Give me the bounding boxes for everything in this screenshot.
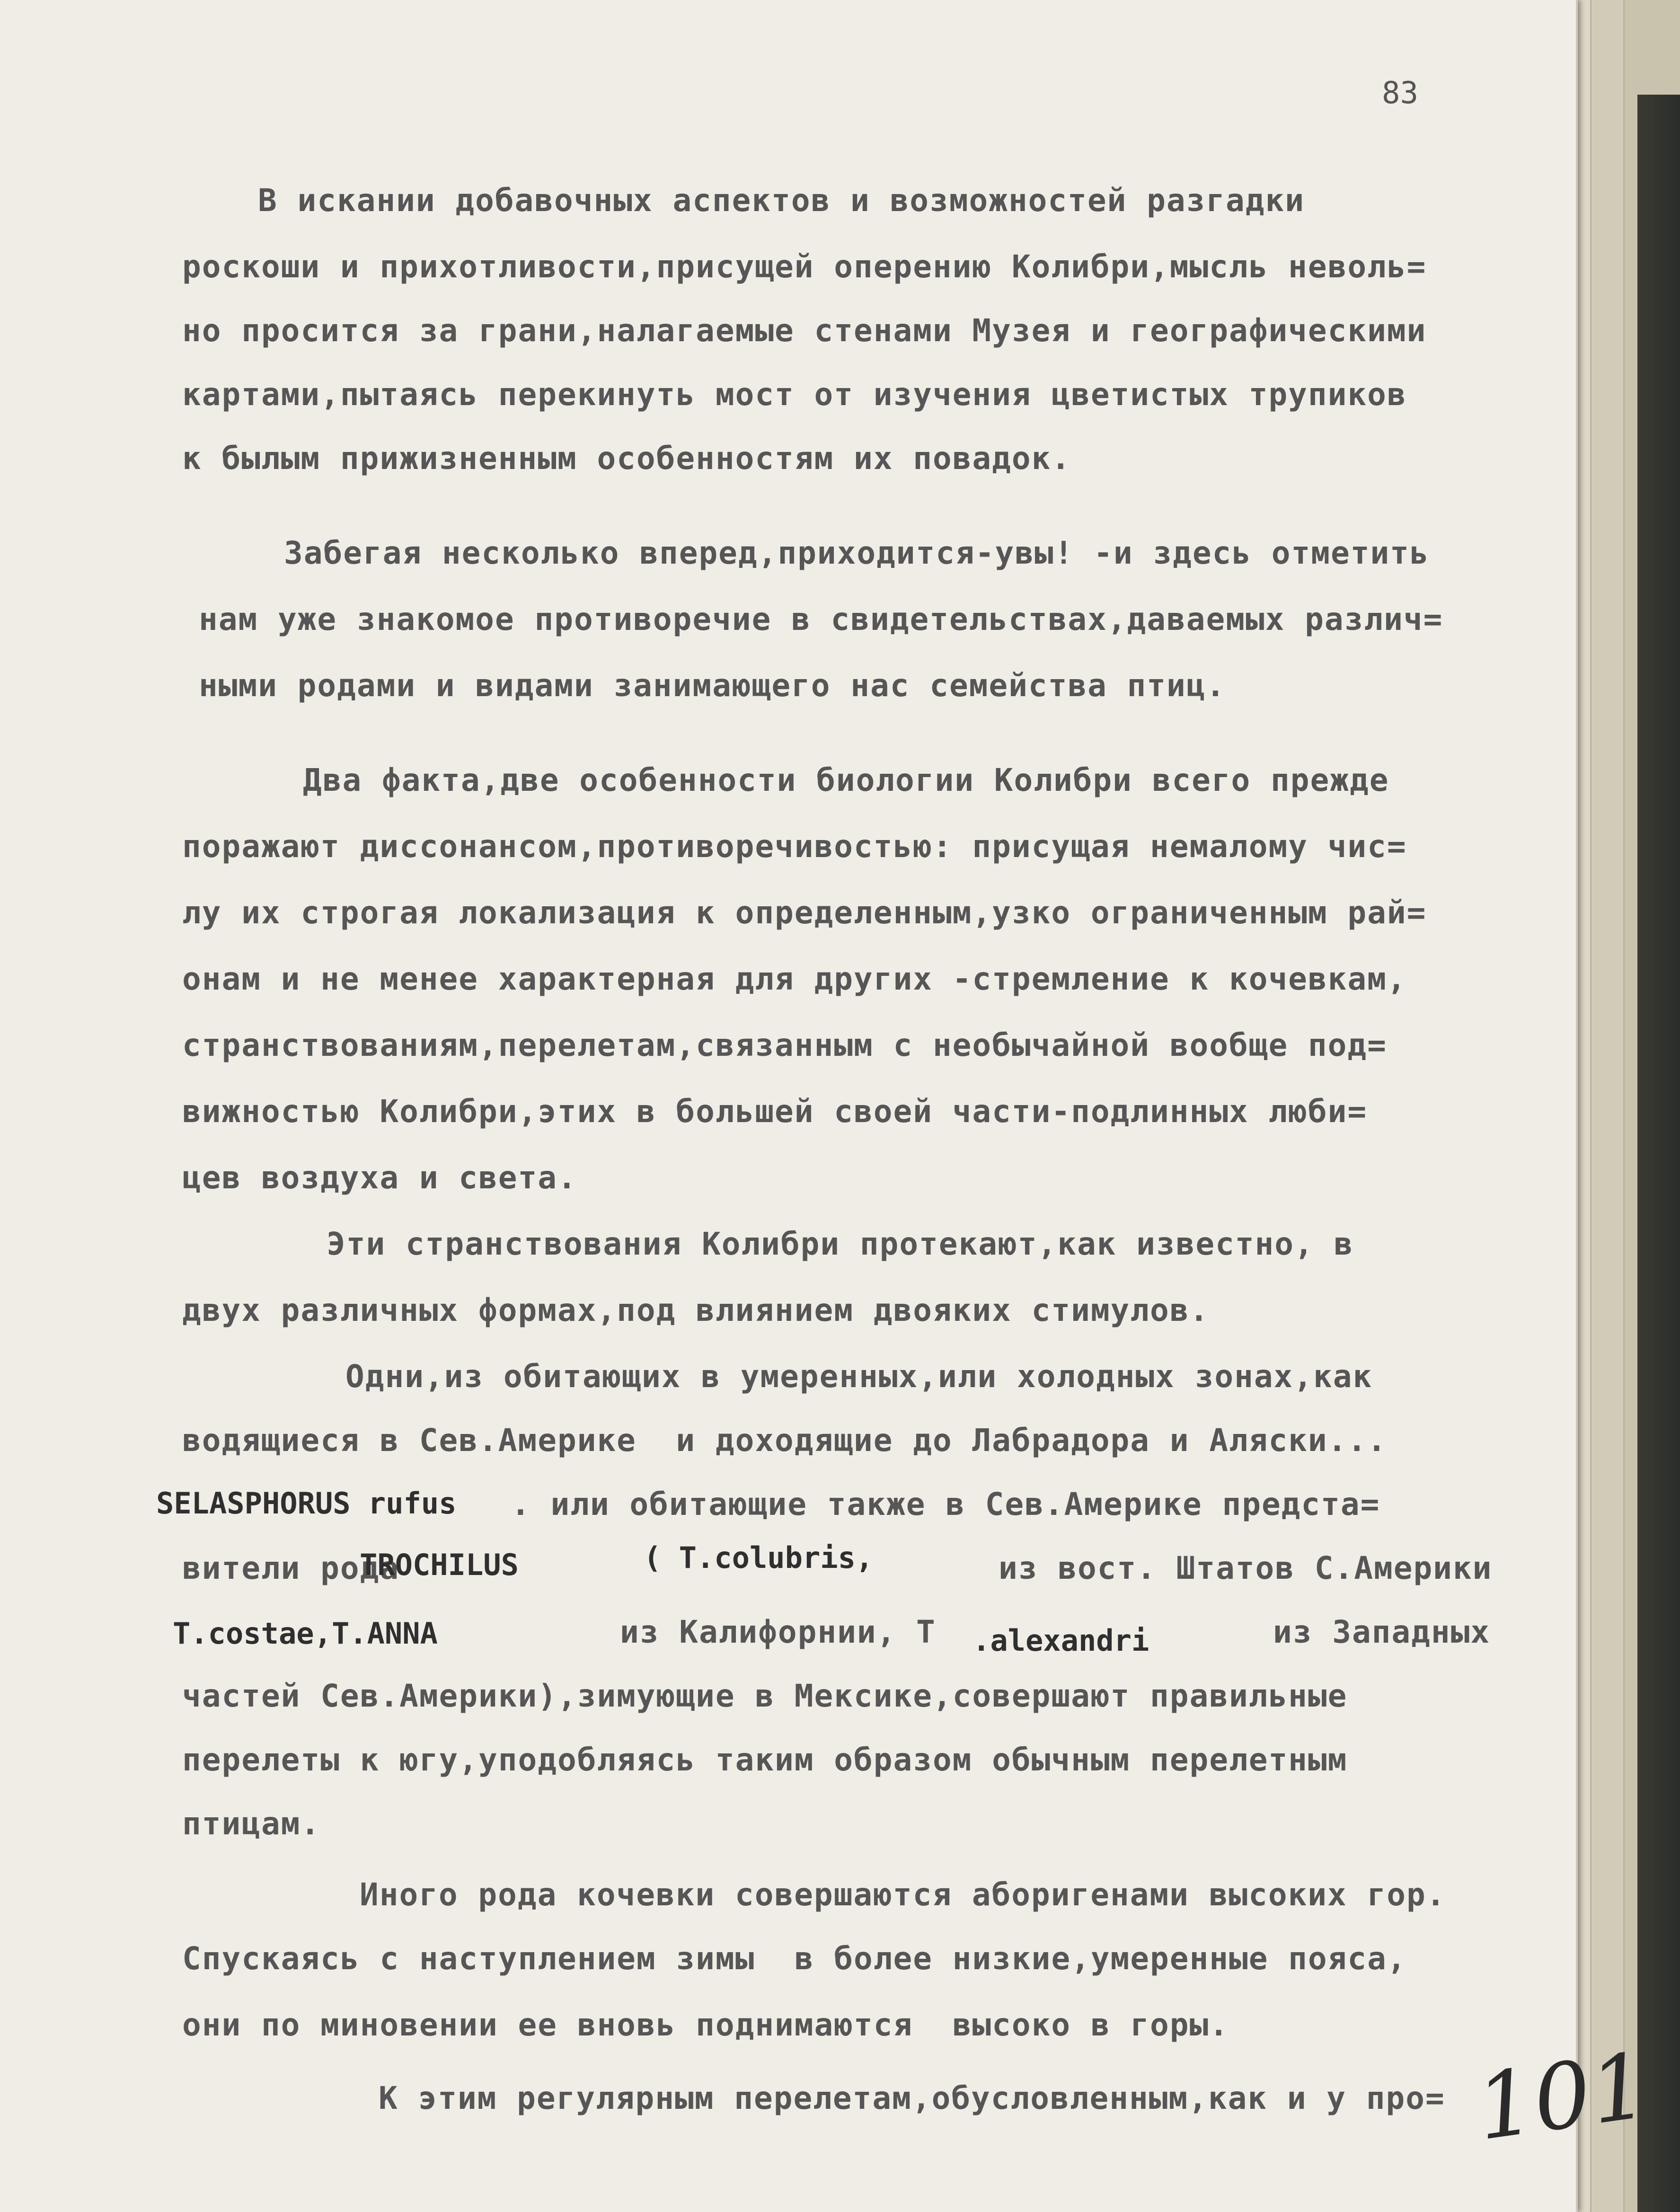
p5-line-4-tail: из вост. Штатов С.Америки: [999, 1550, 1493, 1586]
p2-line-3: ными родами и видами занимающего нас семейства птиц.: [199, 667, 1226, 704]
p5-line-5-text: из Калифорнии, T: [620, 1614, 936, 1650]
latin-alexandri: .alexandri: [973, 1623, 1149, 1658]
latin-colubris: ( T.colubris,: [644, 1540, 874, 1575]
p5-line-1: Одни,из обитающих в умеренных,или холодных зонах,как: [345, 1358, 1373, 1395]
p1-line-1: В искании добавочных аспектов и возможностей разгадки: [258, 182, 1305, 219]
p3-line-5: странствованиям,перелетам,связанным с необычайной вообще под=: [182, 1027, 1387, 1063]
p5-line-4-text: вители рода: [182, 1550, 400, 1586]
latin-selasphorus: SELASPHORUS rufus: [156, 1486, 457, 1521]
p5-line-6: частей Сев.Америки),зимующие в Мексике,совершают правильные: [182, 1678, 1348, 1714]
p5-line-2: водящиеся в Сев.Америке и доходящие до Лабрадора и Аляски...: [182, 1422, 1387, 1459]
p7-line-1: К этим регулярным перелетам,обусловленным,как и у про=: [379, 2080, 1445, 2116]
p3-line-1: Два факта,две особенности биологии Колибри всего прежде: [303, 762, 1389, 798]
p2-line-1: Забегая несколько вперед,приходится-увы! -и здесь отметить: [284, 535, 1430, 571]
p5-line-5-tail: из Западных: [1273, 1614, 1491, 1650]
p6-line-3: они по миновении ее вновь поднимаются высоко в горы.: [182, 2007, 1229, 2043]
p4-line-2: двух различных формах,под влиянием двояких стимулов.: [182, 1292, 1210, 1328]
p3-line-6: вижностью Колибри,этих в большей своей части-подлинных люби=: [182, 1093, 1368, 1130]
p4-line-1: Эти странствования Колибри протекают,как известно, в: [327, 1226, 1354, 1262]
p3-line-4: онам и не менее характерная для других -стремление к кочевкам,: [182, 961, 1407, 997]
latin-costae-anna: T.costae,T.ANNA: [173, 1616, 438, 1651]
p5-line-3-text: . или обитающие также в Сев.Америке предста=: [511, 1486, 1380, 1522]
page-number: 83: [1382, 76, 1419, 111]
p5-line-8: птицам.: [182, 1805, 321, 1842]
p3-line-2: поражают диссонансом,противоречивостью: присущая немалому чис=: [182, 828, 1407, 865]
p3-line-7: цев воздуха и света.: [182, 1159, 577, 1196]
binding-edge: [1637, 95, 1680, 2212]
p2-line-2: нам уже знакомое противоречие в свидетельствах,даваемых различ=: [199, 601, 1443, 637]
latin-trochilus: TROCHILUS: [360, 1548, 519, 1582]
p1-line-5: к былым прижизненным особенностям их повадок.: [182, 440, 1071, 477]
p1-line-3: но просится за грани,налагаемые стенами Музея и географическими: [182, 312, 1427, 349]
p1-line-2: роскоши и прихотливости,присущей оперению Колибри,мысль неволь=: [182, 248, 1427, 285]
p1-line-4: картами,пытаясь перекинуть мост от изучения цветистых трупиков: [182, 376, 1407, 413]
p3-line-3: лу их строгая локализация к определенным,узко ограниченным рай=: [182, 894, 1427, 931]
p6-line-1: Иного рода кочевки совершаются аборигенами высоких гор.: [360, 1876, 1446, 1913]
handwritten-folio-number: 101: [1470, 2033, 1655, 2161]
p6-line-2: Спускаясь с наступлением зимы в более низкие,умеренные пояса,: [182, 1940, 1407, 1977]
p5-line-7: перелеты к югу,уподобляясь таким образом обычным перелетным: [182, 1742, 1348, 1778]
